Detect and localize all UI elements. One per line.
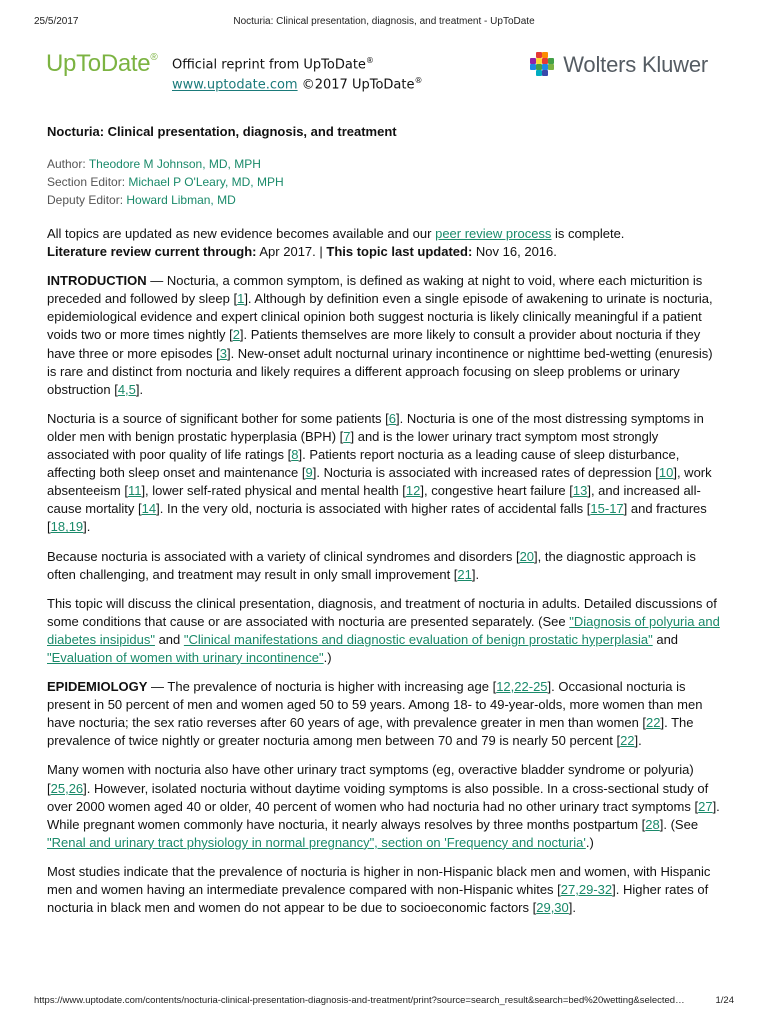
epidemiology-heading: EPIDEMIOLOGY <box>47 679 148 695</box>
lit-review-label: Literature review current through: <box>47 244 257 260</box>
paragraph-text: ]. Although by definition even a single episode of awakening to urinate is nocturia, epidemiological evidence and expert clinical opinion both suggest nocturia is likely clinically meaningful if a patient voids two or more times nightly [ <box>47 291 713 343</box>
paragraph-text: ]. <box>471 566 480 582</box>
topic-link-polyuria[interactable]: "Diagnosis of polyuria and diabetes insipidus" <box>47 613 720 647</box>
peer-review-link[interactable]: peer review process <box>435 226 552 241</box>
topic-scope-paragraph <box>47 595 723 667</box>
reference-link[interactable]: 28 <box>645 816 660 832</box>
reference-link[interactable]: 3 <box>219 345 227 361</box>
paragraph-text: ], lower self-rated physical and mental health [ <box>141 483 406 499</box>
reference-link[interactable]: 1 <box>237 291 245 307</box>
lit-review-date: Apr 2017. | <box>259 244 323 260</box>
paragraph-text: ], the diagnostic approach is often challenging, and treatment may result in only small improvement [ <box>47 548 696 582</box>
paragraph-text: ]. Nocturia is associated with increased rates of depression [ <box>312 465 659 481</box>
reference-link[interactable]: 22 <box>620 733 635 749</box>
paragraph-text: .) <box>585 834 594 850</box>
paragraph-text: ]. The prevalence of twice nightly or greater nocturia among men between 70 and 79 is nearly 50 percent [ <box>47 715 694 749</box>
uptodate-logo-text: UpToDate <box>46 50 151 77</box>
brand-bar <box>46 50 708 94</box>
print-page-title: Nocturia: Clinical presentation, diagnosis, and treatment - UpToDate <box>233 16 535 27</box>
copyright: ©2017 UpToDate <box>301 77 415 93</box>
reference-link[interactable]: 10 <box>658 465 674 481</box>
paragraph-text: ] and is the lower urinary tract symptom most strongly associated with poor quality of life ratings [ <box>47 428 659 463</box>
reference-link[interactable]: 12,22-25 <box>496 679 548 695</box>
reference-link[interactable]: 6 <box>388 410 397 426</box>
wolters-kluwer-logo[interactable] <box>527 50 708 80</box>
reference-link[interactable]: 9 <box>305 465 313 481</box>
paragraph-text: This topic will discuss the clinical presentation, diagnosis, and treatment of nocturia in adults. Detailed discussions of some conditions that cause or are associated with nocturia are presented separately. (See <box>47 595 717 629</box>
paragraph-text: ]. However, isolated nocturia without daytime voiding symptoms is also possible. In a cross-sectional study of over 2000 women aged 40 or older, 40 percent of women who had nocturia had no other urinary tract symptoms [ <box>47 780 709 814</box>
page-number: 1/24 <box>715 995 734 1006</box>
paragraph-text: ]. Nocturia is one of the most distressing symptoms in older men with benign prostatic hyperplasia (BPH) [ <box>47 410 704 444</box>
studies-paragraph <box>47 863 723 917</box>
bother-paragraph <box>47 410 723 537</box>
paragraph-text: ]. <box>568 900 577 916</box>
paragraph-text: ], and increased all-cause mortality [ <box>47 483 701 517</box>
uptodate-logo[interactable] <box>46 50 157 78</box>
because-paragraph <box>47 548 723 584</box>
reference-link[interactable]: 12 <box>405 483 421 499</box>
last-updated-label: This topic last updated: <box>326 244 473 260</box>
paragraph-text: Because nocturia is associated with a variety of clinical syndromes and disorders [ <box>47 548 520 564</box>
reprint-mark: ® <box>365 56 374 65</box>
introduction-heading: INTRODUCTION <box>47 273 147 289</box>
paragraph-text: ]. <box>135 381 144 397</box>
paragraph-text: and <box>652 631 679 647</box>
reference-link[interactable]: 21 <box>457 566 472 582</box>
paragraph-text: Nocturia is a source of significant bother for some patients [ <box>47 410 389 426</box>
paragraph-text: ]. (See <box>659 816 699 832</box>
reference-link[interactable]: 29,30 <box>536 900 569 916</box>
reference-link[interactable]: 25,26 <box>50 780 84 796</box>
wolters-kluwer-icon <box>527 50 557 80</box>
topic-link-pregnancy[interactable]: "Renal and urinary tract physiology in normal pregnancy", section on 'Frequency and nocturia' <box>47 834 586 850</box>
site-link[interactable]: www.uptodate.com <box>172 77 298 93</box>
paragraph-text: Many women with nocturia also have other urinary tract symptoms (eg, overactive bladder syndrome or polyuria) [ <box>47 762 694 796</box>
paragraph-text: ]. In the very old, nocturia is associated with higher rates of accidental falls [ <box>156 501 591 517</box>
paragraph-text: ]. <box>634 733 642 749</box>
paragraph-text: — Nocturia, a common symptom, is defined as waking at night to void, where each micturition is preceded and followed by sleep [ <box>47 273 703 307</box>
section-editor-link[interactable]: Michael P O'Leary, MD, MPH <box>128 175 284 189</box>
print-date: 25/5/2017 <box>34 16 79 27</box>
article-metadata <box>47 155 723 209</box>
reference-link[interactable]: 7 <box>343 428 351 444</box>
paragraph-text: .) <box>323 649 332 665</box>
reference-link[interactable]: 13 <box>572 483 588 499</box>
paragraph-text: ]. While pregnant women commonly have nocturia, it nearly always resolves by three months postpartum [ <box>47 798 720 832</box>
reference-link[interactable]: 15-17 <box>590 501 624 517</box>
reference-link[interactable]: 27,29-32 <box>560 882 613 897</box>
deputy-editor-link[interactable]: Howard Libman, MD <box>126 193 236 207</box>
paragraph-text: ]. Patients report nocturia as a leading cause of sleep disturbance, affecting both sleep onset and maintenance [ <box>47 447 680 481</box>
women-paragraph <box>47 761 723 851</box>
paragraph-text: ]. New-onset adult nocturnal urinary incontinence or nighttime bed-wetting (enuresis) is rare and distinct from nocturia and likely requires a different approach focusing on sleep problems or urinary obstruction [ <box>47 345 713 397</box>
last-updated-date: Nov 16, 2016. <box>475 244 557 260</box>
paragraph-text: ] and fractures [ <box>47 501 707 535</box>
paragraph-text: and <box>154 631 184 647</box>
article-title: Nocturia: Clinical presentation, diagnosis, and treatment <box>47 124 397 139</box>
reference-link[interactable]: 2 <box>232 327 240 343</box>
paragraph-text: ]. Occasional nocturia is present in 50 percent of men and women aged 50 to 59 years. Among 18- to 49-year-olds, more women than men have nocturia; the sex ratio reverses after 60 years of age, with prevalence greater in men than women [ <box>47 679 703 731</box>
paragraph-text: ]. Higher rates of nocturia in black men and women do not appear to be due to socioeconomic factors [ <box>47 882 709 916</box>
paragraph-text: — The prevalence of nocturia is higher with increasing age [ <box>147 679 497 695</box>
author-link[interactable]: Theodore M Johnson, MD, MPH <box>88 157 261 171</box>
reference-link[interactable]: 18,19 <box>50 519 84 535</box>
copyright-mark: ® <box>414 76 423 86</box>
reprint-line: Official reprint from UpToDate <box>172 57 366 73</box>
print-header <box>34 16 734 27</box>
uptodate-logo-mark: ® <box>150 52 158 63</box>
reference-link[interactable]: 4,5 <box>117 381 136 397</box>
update-notice <box>47 225 723 261</box>
wolters-kluwer-text: Wolters Kluwer <box>563 52 708 77</box>
paragraph-text: ], congestive heart failure [ <box>420 483 573 499</box>
print-footer <box>34 995 734 1006</box>
section-editor-label: Section Editor: <box>47 175 126 189</box>
update-text-end: is complete. <box>555 226 625 241</box>
paragraph-text: ], work absenteeism [ <box>47 465 712 499</box>
reference-link[interactable]: 20 <box>519 548 535 564</box>
epidemiology-paragraph <box>47 678 723 750</box>
author-label: Author: <box>47 157 86 171</box>
reference-link[interactable]: 8 <box>291 447 299 463</box>
reference-link[interactable]: 14 <box>141 501 157 517</box>
reference-link[interactable]: 11 <box>127 483 142 499</box>
article-content <box>47 118 723 928</box>
update-text: All topics are updated as new evidence becomes available and our <box>47 226 432 241</box>
topic-link-bph[interactable]: "Clinical manifestations and diagnostic evaluation of benign prostatic hyperplasia" <box>183 631 653 647</box>
introduction-paragraph <box>47 272 723 399</box>
print-url: https://www.uptodate.com/contents/nocturia-clinical-presentation-diagnosis-and-treatment/print?source=search_result&search=bed%20wetting&selected… <box>34 995 685 1006</box>
paragraph-text: ]. <box>83 519 91 535</box>
reference-link[interactable]: 22 <box>646 715 661 731</box>
paragraph-text: Most studies indicate that the prevalence of nocturia is higher in non-Hispanic black men and women, with Hispanic men and women having an intermediate prevalence compared with non-Hispanic whites [ <box>47 863 711 897</box>
deputy-editor-label: Deputy Editor: <box>47 193 124 207</box>
topic-link-incontinence[interactable]: "Evaluation of women with urinary incontinence" <box>47 649 324 665</box>
paragraph-text: ]. Patients themselves are more likely to consult a provider about nocturia if they have three or more episodes [ <box>47 327 701 361</box>
reference-link[interactable]: 27 <box>698 798 713 814</box>
reprint-notice <box>172 53 422 94</box>
